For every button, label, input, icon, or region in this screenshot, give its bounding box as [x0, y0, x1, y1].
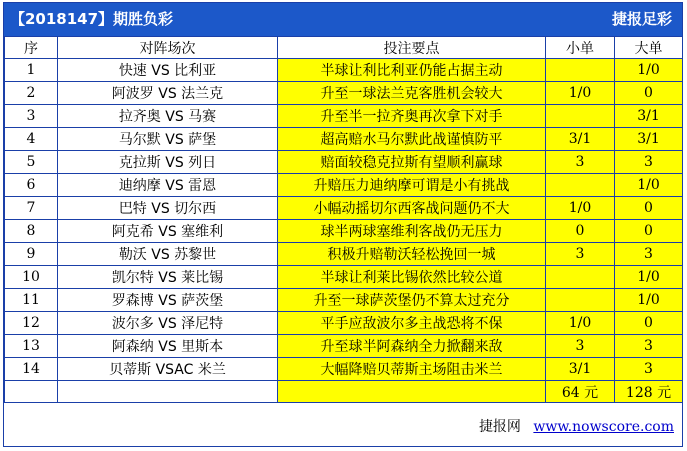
row-big-pick: 1/0: [615, 174, 683, 197]
row-small-pick: [546, 59, 615, 82]
row-small-pick: 0: [546, 220, 615, 243]
row-match: 波尔多 VS 泽尼特: [58, 312, 278, 335]
table-row: [5, 59, 683, 82]
table-row: [5, 335, 683, 358]
row-match: 阿波罗 VS 法兰克: [58, 82, 278, 105]
row-index: 1: [5, 59, 58, 82]
brand-name: 捷报足彩: [611, 10, 672, 28]
totals-blank-match: [58, 381, 278, 403]
row-big-pick: 3/1: [615, 105, 683, 128]
row-big-pick: 3: [615, 358, 683, 381]
row-match: 勒沃 VS 苏黎世: [58, 243, 278, 266]
row-small-pick: 1/0: [546, 197, 615, 220]
row-small-pick: 3/1: [546, 358, 615, 381]
row-index: 7: [5, 197, 58, 220]
row-small-pick: 1/0: [546, 312, 615, 335]
row-big-pick: 0: [615, 197, 683, 220]
row-small-pick: 3: [546, 151, 615, 174]
row-tip: 小幅动摇切尔西客战问题仍不大: [278, 197, 546, 220]
row-match: 拉齐奥 VS 马赛: [58, 105, 278, 128]
row-small-pick: [546, 289, 615, 312]
row-match: 阿森纳 VS 里斯本: [58, 335, 278, 358]
row-small-pick: 3: [546, 335, 615, 358]
table-row: [5, 151, 683, 174]
row-big-pick: 0: [615, 220, 683, 243]
row-index: 4: [5, 128, 58, 151]
row-index: 13: [5, 335, 58, 358]
row-index: 3: [5, 105, 58, 128]
footer-site-link[interactable]: www.nowscore.com: [533, 419, 674, 435]
row-index: 8: [5, 220, 58, 243]
row-match: 克拉斯 VS 列日: [58, 151, 278, 174]
row-small-pick: [546, 174, 615, 197]
row-index: 6: [5, 174, 58, 197]
row-index: 14: [5, 358, 58, 381]
lottery-panel: [3, 2, 683, 447]
row-match: 凯尔特 VS 莱比锡: [58, 266, 278, 289]
prediction-table: [4, 36, 683, 403]
row-match: 贝蒂斯 VSAC 米兰: [58, 358, 278, 381]
row-match: 迪纳摩 VS 雷恩: [58, 174, 278, 197]
panel-header: [4, 3, 682, 36]
total-small-amount: 64 元: [546, 381, 615, 403]
row-tip: 积极升赔勒沃轻松挽回一城: [278, 243, 546, 266]
col-header-big: 大单: [615, 37, 683, 59]
row-tip: 大幅降赔贝蒂斯主场阻击米兰: [278, 358, 546, 381]
totals-blank-index: [5, 381, 58, 403]
row-index: 10: [5, 266, 58, 289]
row-match: 快速 VS 比利亚: [58, 59, 278, 82]
row-index: 12: [5, 312, 58, 335]
row-match: 马尔默 VS 萨堡: [58, 128, 278, 151]
table-row: [5, 197, 683, 220]
footer: [479, 416, 674, 436]
row-big-pick: 1/0: [615, 59, 683, 82]
row-big-pick: 1/0: [615, 289, 683, 312]
row-big-pick: 3: [615, 243, 683, 266]
table-header-row: [5, 37, 683, 59]
table-row: [5, 220, 683, 243]
row-index: 11: [5, 289, 58, 312]
table-row: [5, 174, 683, 197]
row-match: 罗森博 VS 萨茨堡: [58, 289, 278, 312]
row-small-pick: [546, 105, 615, 128]
row-match: 巴特 VS 切尔西: [58, 197, 278, 220]
col-header-match: 对阵场次: [58, 37, 278, 59]
table-row: [5, 358, 683, 381]
row-big-pick: 0: [615, 312, 683, 335]
row-big-pick: 3: [615, 151, 683, 174]
row-big-pick: 1/0: [615, 266, 683, 289]
row-small-pick: 1/0: [546, 82, 615, 105]
table-row: [5, 105, 683, 128]
row-tip: 赔面较稳克拉斯有望顺利赢球: [278, 151, 546, 174]
totals-blank-tip: [278, 381, 546, 403]
totals-row: [5, 381, 683, 403]
row-big-pick: 3: [615, 335, 683, 358]
footer-label: 捷报网: [478, 419, 521, 435]
row-match: 阿克希 VS 塞维利: [58, 220, 278, 243]
row-small-pick: 3: [546, 243, 615, 266]
issue-title: 【2018147】期胜负彩: [10, 10, 174, 28]
row-big-pick: 0: [615, 82, 683, 105]
row-tip: 平手应敌波尔多主战恐将不保: [278, 312, 546, 335]
table-row: [5, 312, 683, 335]
row-index: 2: [5, 82, 58, 105]
row-small-pick: 3/1: [546, 128, 615, 151]
row-index: 5: [5, 151, 58, 174]
table-row: [5, 243, 683, 266]
row-big-pick: 3/1: [615, 128, 683, 151]
row-tip: 升至一球萨茨堡仍不算太过充分: [278, 289, 546, 312]
total-big-amount: 128 元: [615, 381, 683, 403]
row-tip: 升至球半阿森纳全力掀翻来敌: [278, 335, 546, 358]
row-tip: 半球让利莱比锡依然比较公道: [278, 266, 546, 289]
row-tip: 升至半一拉齐奥再次拿下对手: [278, 105, 546, 128]
col-header-tip: 投注要点: [278, 37, 546, 59]
table-row: [5, 289, 683, 312]
row-small-pick: [546, 266, 615, 289]
col-header-small: 小单: [546, 37, 615, 59]
row-tip: 升赔压力迪纳摩可谓是小有挑战: [278, 174, 546, 197]
table-row: [5, 82, 683, 105]
row-tip: 球半两球塞维利客战仍无压力: [278, 220, 546, 243]
table-row: [5, 266, 683, 289]
table-row: [5, 128, 683, 151]
row-tip: 超高赔水马尔默此战谨慎防平: [278, 128, 546, 151]
row-tip: 升至一球法兰克客胜机会较大: [278, 82, 546, 105]
row-tip: 半球让利比利亚仍能占据主动: [278, 59, 546, 82]
table-body: [5, 59, 683, 381]
row-index: 9: [5, 243, 58, 266]
col-header-index: 序: [5, 37, 58, 59]
